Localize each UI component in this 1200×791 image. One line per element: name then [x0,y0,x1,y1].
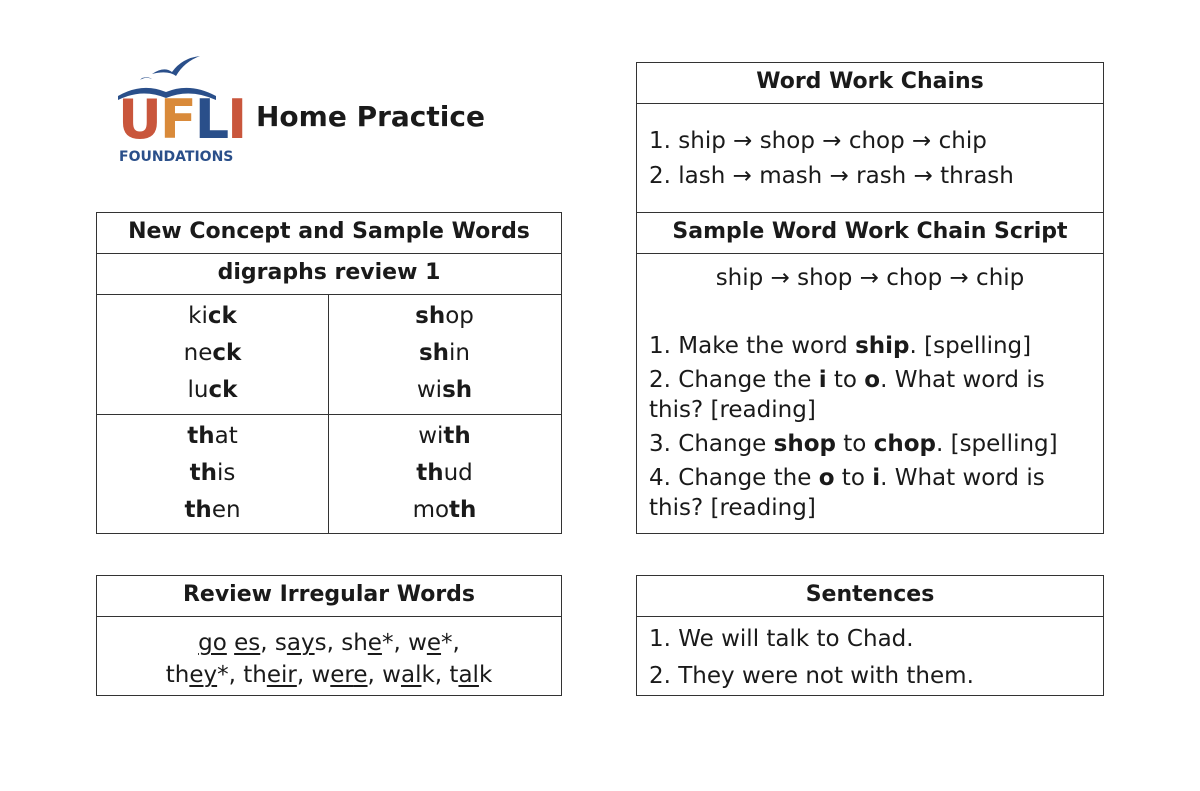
concept-subheader: digraphs review 1 [97,254,561,295]
sample-word: shop [415,303,474,329]
sample-chain-script [636,212,1104,534]
sample-word: kick [188,303,237,329]
sample-words-grid [97,294,561,533]
script-step: 1. Make the word ship. [spelling] [649,333,1032,359]
irregular-word: they* [165,662,229,688]
ufli-logo [112,52,246,172]
new-concept-table [96,212,562,534]
group2-right [329,418,560,529]
word-work-chains [636,62,1104,213]
sample-word: then [184,497,241,523]
sample-word: this [189,460,236,486]
irregular-word: says [274,630,327,656]
sentence-line: 1. We will talk to Chad. [649,626,914,652]
sample-word: with [418,423,471,449]
chain-line: 2. lash → mash → rash → thrash [649,163,1014,189]
sample-word: moth [412,497,477,523]
irregular-word: talk [449,662,493,688]
page-title: Home Practice [256,100,485,133]
sample-word: that [187,423,238,449]
logo-wordmark: UFLI [118,88,246,151]
sample-word: luck [187,377,238,403]
irregular-word: walk [382,662,435,688]
script-step: 2. Change the i to o. What word is this? [reading] [649,367,1045,423]
chain-line: 1. ship → shop → chop → chip [649,128,987,154]
sentences-header: Sentences [637,576,1103,617]
sentences [636,575,1104,696]
irregular-word: she* [341,630,394,656]
review-irregular-words [96,575,562,696]
irregular-word: we* [408,630,453,656]
irregular-word: their [243,662,297,688]
script-step: 4. Change the o to i. What word is this? [reading] [649,465,1045,521]
chains-header: Word Work Chains [637,63,1103,104]
sample-word: wish [416,377,473,403]
script-step: 3. Change shop to chop. [spelling] [649,431,1058,457]
group1-right [329,298,560,409]
logo-subtitle: FOUNDATIONS [119,149,234,165]
concept-header: New Concept and Sample Words [97,213,561,254]
script-chain: ship → shop → chop → chip [715,265,1025,291]
sample-word: neck [183,340,242,366]
irregular-header: Review Irregular Words [97,576,561,617]
sample-word: shin [418,340,471,366]
sample-word: thud [416,460,473,486]
group2-left [97,418,328,529]
script-header: Sample Word Work Chain Script [637,213,1103,254]
irregular-word: go es [198,630,261,656]
irregular-word: were [311,662,368,688]
sentence-line: 2. They were not with them. [649,663,974,689]
group1-left [97,298,328,409]
irregular-word-list: go es, says, she*, we*, they*, their, were, walk, talk [165,630,493,688]
